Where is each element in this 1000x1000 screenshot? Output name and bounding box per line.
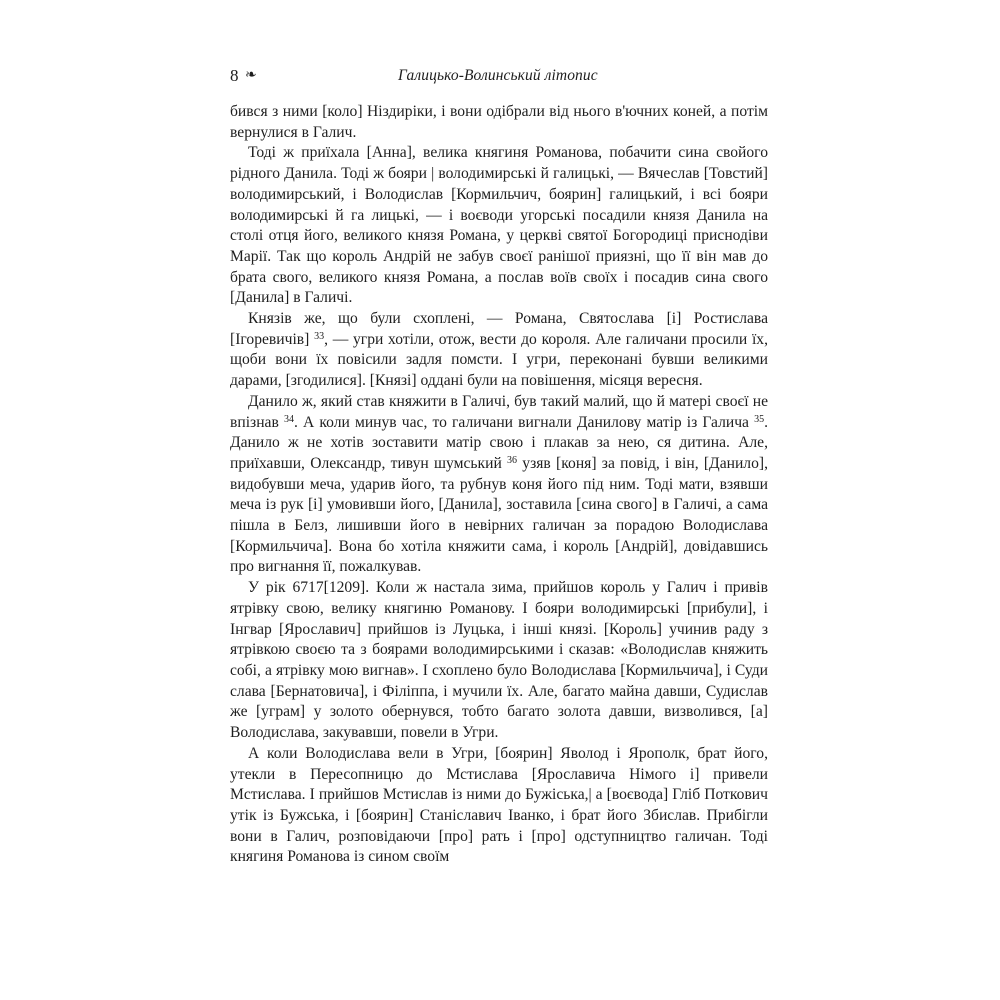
text-run: бився з ними [коло] Ніздиріки, і вони одібрали від нього в'ючних коней, а потім вернулися в Галич. bbox=[230, 103, 768, 141]
text-run: Князів же, що були схоплені, — Романа, Святослава [і] Ростислава [Ігоревичів] bbox=[230, 310, 768, 348]
page-number: 8 bbox=[230, 66, 239, 85]
body-text bbox=[230, 102, 768, 868]
text-run: . Данило ж не хотів зоставити матір свою і плакав за нею, ся дитина. Але, приїхавши, Олександр, тивун шумський bbox=[230, 413, 768, 472]
paragraph-5 bbox=[230, 578, 768, 744]
running-head bbox=[230, 62, 768, 90]
paragraph-3 bbox=[230, 309, 768, 392]
text-run: У рік 6717[1209]. Коли ж настала зима, прийшов король у Галич і привів ятрівку свою, велику княгиню Романову. І бояри володимирські [прибули], і Інгвар [Ярославич] прийшов із Луцька, і інші князі. [Король] учинив раду з ятрівкою своєю та з боярами володимирськими і сказав: «Володислав княжить собі, а ятрівку мою вигнав». І схоплено було Володислава [Кормильчича], і Суди слава [Бернатовича], і Філіппа, і мучили їх. Але, багато майна давши, Судислав же [уграм] у золото обернувся, тобто багато золота давши, визволився, [а] Володислава, закувавши, повели в Угри. bbox=[230, 579, 768, 742]
footnote-ref: 34 bbox=[283, 413, 294, 425]
text-run: , — угри хотіли, отож, вести до короля. Але галичани просили їх, щоби вони їх повісили задля помсти. І угри, переконані бувши великими дарами, [згодилися]. [Князі] оддані були на повішення, місяця вересня. bbox=[230, 330, 768, 390]
paragraph-1 bbox=[230, 102, 768, 143]
running-title: Галицько-Волинський літопис bbox=[398, 67, 598, 84]
paragraph-2 bbox=[230, 143, 768, 309]
footnote-ref: 35 bbox=[754, 413, 765, 425]
text-run: узяв [коня] за повід, і він, [Данило], видобувши меча, ударив його, та рубнув коня його під ним. Тоді мати, взявши меча із рук [і] умовивши його, [Данила], зоставила [сина свого] в Галичі, а сама пішла в Белз, лишивши його в невірних галичан за порадою Володислава [Кормильчича]. Вона бо хотіла княжити сама, і король [Андрій], довідавшись про вигнання її, пожалкував. bbox=[230, 454, 768, 576]
book-page bbox=[230, 62, 768, 962]
paragraph-4 bbox=[230, 392, 768, 578]
fleuron-icon: ❧ bbox=[245, 68, 257, 83]
footnote-ref: 33 bbox=[314, 330, 325, 342]
text-run: Тоді ж приїхала [Анна], велика княгиня Романова, побачити сина свойого рідного Данила. Тоді ж бояри | володимирські й галицькі, — Вячеслав [Товстий] володимирський, і Володислав [Кормильчич, боярин] галицький, і всі бояри володимирські й га лицькі, — і воєводи угорські посадили князя Данила на столі отця його, великого князя Романа, у церкві святої Богородиці приснодіви Марії. Так що король Андрій не забув своєї ранішої приязні, що її він мав до брата свого, великого князя Романа, а послав воїв своїх і посадив сина свого [Данила] в Галичі. bbox=[230, 144, 768, 307]
paragraph-6 bbox=[230, 744, 768, 868]
text-run: Данило ж, який став княжити в Галичі, був такий малий, що й матері своєї не впізнав bbox=[230, 392, 768, 431]
footnote-ref: 36 bbox=[507, 454, 518, 466]
text-run: . А коли минув час, то галичани вигнали Данилову матір із Галича bbox=[293, 413, 755, 431]
text-run: А коли Володислава вели в Угри, [боярин] Яволод і Ярополк, брат його, утекли в Пересопницю до Мстислава [Ярославича Німого і] привели Мстислава. І прийшов Мстислав із ними до Бужіська,| а [воєвода] Гліб Поткович утік із Бужська, і [боярин] Станіславич Іванко, і брат його Збислав. Прибігли вони в Галич, розповідаючи [про] рать і [про] одступництво галичан. Тоді княгиня Романова із сином своїм bbox=[230, 744, 768, 866]
